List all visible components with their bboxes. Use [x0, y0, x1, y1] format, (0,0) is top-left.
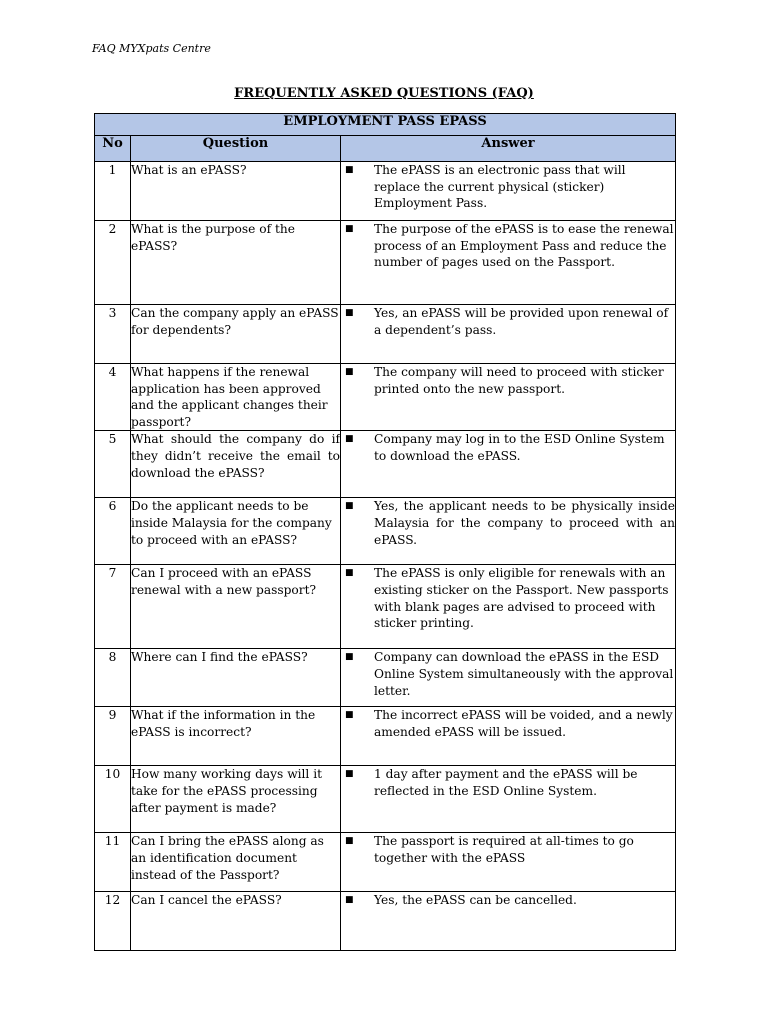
answer-text: Company can download the ePASS in the ESD Online System simultaneously with the approval letter.	[374, 650, 674, 698]
table-row	[95, 221, 676, 305]
question-cell: Do the applicant needs to be inside Malaysia for the company to proceed with an ePASS?	[131, 498, 341, 565]
column-header-row	[95, 136, 676, 162]
table-row	[95, 498, 676, 565]
table-row	[95, 892, 676, 951]
table-row	[95, 707, 676, 766]
column-header-no: No	[95, 136, 131, 162]
row-number: 9	[95, 707, 131, 766]
question-cell: Can I proceed with an ePASS renewal with a new passport?	[131, 565, 341, 649]
answer-text: The ePASS is only eligible for renewals with an existing sticker on the Passport. New passports with blank pages are advised to proceed with sticker printing.	[374, 566, 669, 631]
running-header: FAQ MYXpats Centre	[92, 42, 211, 55]
square-bullet-icon: ■	[345, 308, 354, 318]
row-number: 3	[95, 305, 131, 364]
question-cell: What happens if the renewal application has been approved and the applicant changes their passport?	[131, 364, 341, 431]
answer-text: The passport is required at all-times to go together with the ePASS	[374, 834, 634, 865]
square-bullet-icon: ■	[345, 710, 354, 721]
row-number: 4	[95, 364, 131, 431]
answer-text: The company will need to proceed with sticker printed onto the new passport.	[374, 365, 664, 396]
answer-cell	[341, 498, 676, 565]
question-cell: What is an ePASS?	[131, 162, 341, 221]
answer-text: Yes, the applicant needs to be physically inside Malaysia for the company to proceed with an ePASS.	[374, 499, 676, 547]
table-row	[95, 833, 676, 892]
question-cell: Can the company apply an ePASS for dependents?	[131, 305, 341, 364]
section-header-row	[95, 114, 676, 136]
answer-text: The purpose of the ePASS is to ease the renewal process of an Employment Pass and reduce the number of pages used on the Passport.	[374, 222, 674, 270]
question-cell: Can I cancel the ePASS?	[131, 892, 341, 951]
square-bullet-icon: ■	[345, 367, 354, 377]
table-row	[95, 565, 676, 649]
answer-text: Yes, the ePASS can be cancelled.	[374, 893, 577, 908]
answer-cell	[341, 364, 676, 431]
faq-table	[94, 113, 676, 951]
row-number: 5	[95, 431, 131, 498]
question-cell: What if the information in the ePASS is incorrect?	[131, 707, 341, 766]
table-row	[95, 766, 676, 833]
row-number: 2	[95, 221, 131, 305]
answer-text: 1 day after payment and the ePASS will be reflected in the ESD Online System.	[374, 767, 638, 798]
document-title: FREQUENTLY ASKED QUESTIONS (FAQ)	[234, 86, 534, 101]
column-header-answer: Answer	[341, 136, 676, 162]
question-cell: What is the purpose of the ePASS?	[131, 221, 341, 305]
table-row	[95, 162, 676, 221]
question-cell: Where can I find the ePASS?	[131, 649, 341, 707]
table-row	[95, 364, 676, 431]
square-bullet-icon: ■	[345, 501, 354, 512]
answer-cell	[341, 565, 676, 649]
square-bullet-icon: ■	[345, 434, 354, 445]
square-bullet-icon: ■	[345, 895, 354, 906]
square-bullet-icon: ■	[345, 224, 354, 234]
square-bullet-icon: ■	[345, 836, 354, 847]
section-title: EMPLOYMENT PASS EPASS	[95, 114, 676, 136]
answer-cell	[341, 766, 676, 833]
square-bullet-icon: ■	[345, 769, 354, 780]
answer-text: Yes, an ePASS will be provided upon renewal of a dependent’s pass.	[374, 306, 669, 337]
question-cell: Can I bring the ePASS along as an identification document instead of the Passport?	[131, 833, 341, 892]
square-bullet-icon: ■	[345, 568, 354, 579]
table-row	[95, 431, 676, 498]
answer-cell	[341, 305, 676, 364]
row-number: 11	[95, 833, 131, 892]
row-number: 10	[95, 766, 131, 833]
question-cell: How many working days will it take for the ePASS processing after payment is made?	[131, 766, 341, 833]
row-number: 1	[95, 162, 131, 221]
answer-cell	[341, 221, 676, 305]
answer-cell	[341, 431, 676, 498]
answer-text: Company may log in to the ESD Online System to download the ePASS.	[374, 432, 665, 463]
table-row	[95, 305, 676, 364]
question-cell: What should the company do if they didn’t receive the email to download the ePASS?	[131, 431, 341, 498]
answer-cell	[341, 649, 676, 707]
row-number: 12	[95, 892, 131, 951]
table-row	[95, 649, 676, 707]
answer-cell	[341, 162, 676, 221]
column-header-question: Question	[131, 136, 341, 162]
answer-text: The ePASS is an electronic pass that will replace the current physical (sticker) Employment Pass.	[374, 163, 626, 211]
row-number: 8	[95, 649, 131, 707]
answer-cell	[341, 892, 676, 951]
row-number: 6	[95, 498, 131, 565]
answer-text: The incorrect ePASS will be voided, and a newly amended ePASS will be issued.	[374, 708, 673, 739]
row-number: 7	[95, 565, 131, 649]
answer-cell	[341, 707, 676, 766]
square-bullet-icon: ■	[345, 652, 354, 663]
answer-cell	[341, 833, 676, 892]
square-bullet-icon: ■	[345, 165, 354, 175]
